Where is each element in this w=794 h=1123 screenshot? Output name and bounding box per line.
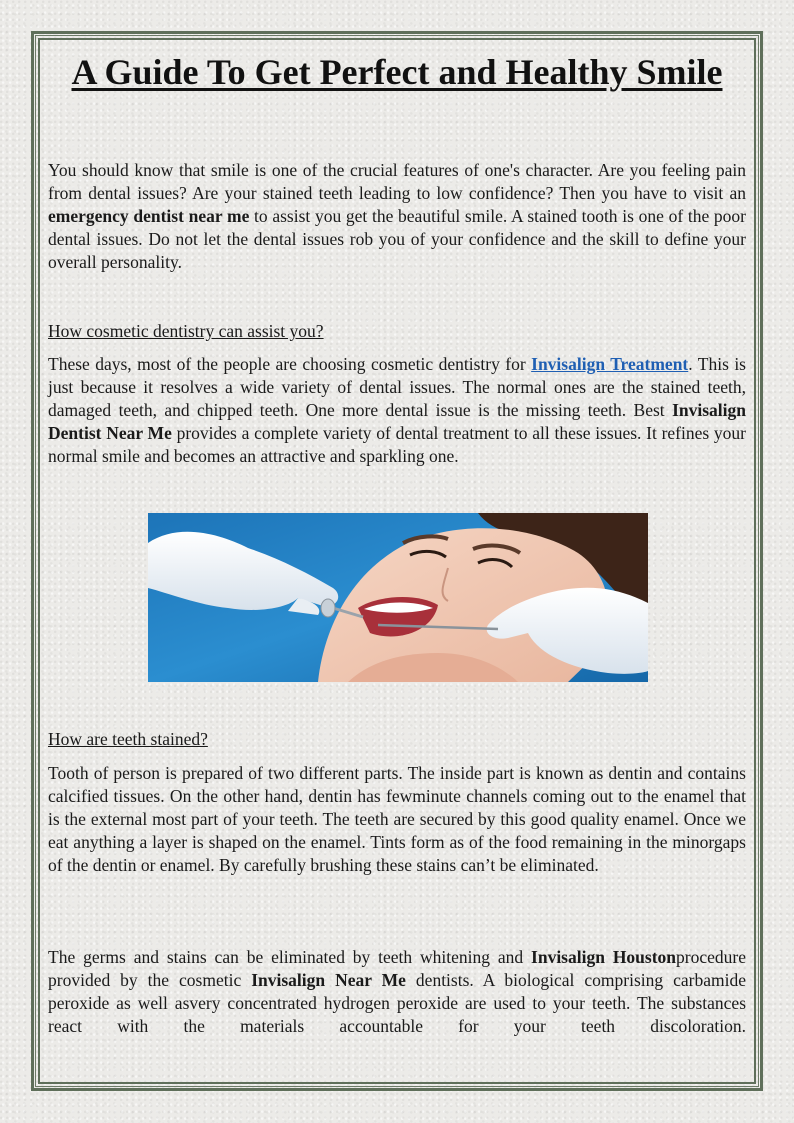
whitening-text-2: procedure provided by the cosmetic <box>48 947 746 990</box>
whitening-text-3: dentists. A biological comprising carbamide peroxide as well asvery concentrated hydrogen peroxide are used to your teeth. The substances react with the materials accountable for your teeth discoloration. <box>48 970 746 1036</box>
cosmetic-text-3: provides a complete variety of dental treatment to all these issues. It refines your normal smile and becomes an attractive and sparkling one. <box>48 423 746 466</box>
section-heading-cosmetic: How cosmetic dentistry can assist you? <box>48 321 324 341</box>
whitening-text-1: The germs and stains can be eliminated by teeth whitening and <box>48 947 532 967</box>
whitening-keyword-1: Invisalign Houston <box>531 947 677 967</box>
intro-text-1: You should know that smile is one of the crucial features of one's character. Are you feeling pain from dental issues? Are your stained teeth leading to low confidence? Then you have to visit an <box>48 160 746 203</box>
cosmetic-text-1: These days, most of the people are choosing cosmetic dentistry for <box>48 354 532 374</box>
cosmetic-paragraph <box>48 353 746 468</box>
intro-text-2: to assist you get the beautiful smile. A stained tooth is one of the poor dental issues. Do not let the dental issues rob you of your confidence and the skill to define your overall personality. <box>48 206 746 272</box>
cosmetic-keyword: Invisalign Dentist Near Me <box>48 400 746 443</box>
stained-paragraph: Tooth of person is prepared of two different parts. The inside part is known as dentin and contains calcified tissues. On the other hand, dentin has fewminute channels coming out to the enamel that is the external most part of your teeth. The teeth are secured by this good quality enamel. Once we eat anything a layer is shaped on the enamel. Tints form as of the food remaining in the minorgaps of the dentin or enamel. By carefully brushing these stains can’t be eliminated. <box>48 763 746 875</box>
intro-keyword: emergency dentist near me <box>48 206 250 226</box>
whitening-paragraph <box>48 946 746 1038</box>
intro-paragraph <box>48 159 746 274</box>
document-body <box>48 44 746 1036</box>
dental-checkup-photo <box>148 513 648 682</box>
invisalign-treatment-link[interactable]: Invisalign Treatment <box>531 354 689 374</box>
whitening-keyword-2: Invisalign Near Me <box>251 970 406 990</box>
cosmetic-text-2: . This is just because it resolves a wide variety of dental issues. The normal ones are the stained teeth, damaged teeth, and chipped teeth. One more dental issue is the missing teeth. Best <box>48 354 746 420</box>
section-heading-stained: How are teeth stained? <box>48 729 208 749</box>
page-title: A Guide To Get Perfect and Healthy Smile <box>71 52 723 92</box>
